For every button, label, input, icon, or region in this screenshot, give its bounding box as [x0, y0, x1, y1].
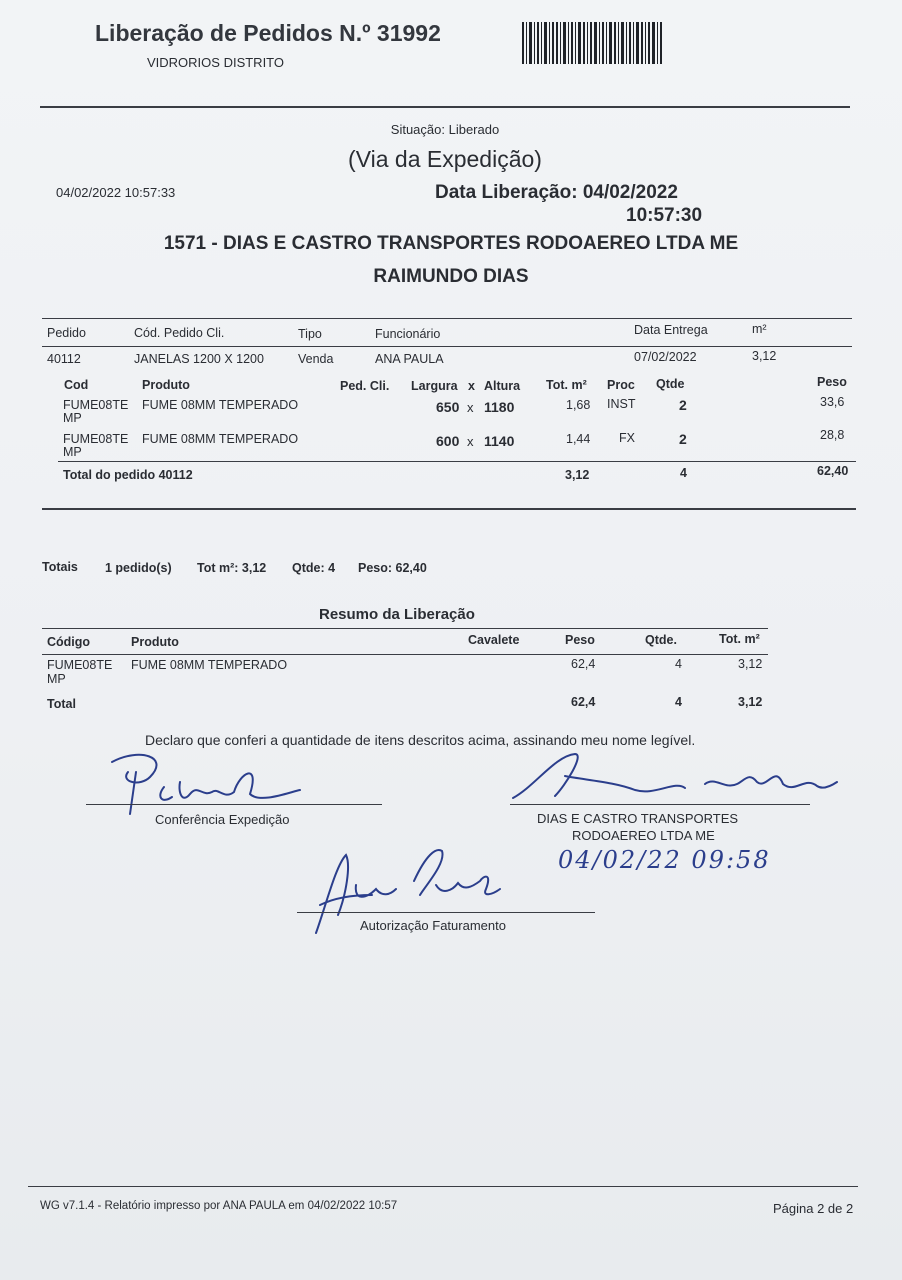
item-1-altura: 1180 — [484, 399, 515, 415]
totals-qtde: Qtde: 4 — [292, 561, 336, 575]
resumo-codigo-line1: FUME08TE — [47, 658, 113, 672]
order-m2: 3,12 — [752, 349, 777, 363]
item-header-x: x — [468, 379, 475, 393]
company-name: VIDRORIOS DISTRITO — [147, 55, 284, 70]
resumo-header-produto: Produto — [131, 635, 179, 649]
item-2-cod-line1: FUME08TE — [63, 432, 129, 446]
order-tipo: Venda — [298, 352, 334, 366]
item-2-tot-m2: 1,44 — [566, 432, 591, 446]
resumo-header-cavalete: Cavalete — [468, 633, 520, 647]
item-header-tot-m2: Tot. m² — [546, 378, 587, 392]
cliente-name-line2: RODOAEREO LTDA ME — [572, 828, 715, 843]
item-1-cod-line1: FUME08TE — [63, 398, 129, 412]
item-header-largura: Largura — [411, 379, 458, 393]
item-1-cod-line2: MP — [63, 411, 82, 425]
totals-pedidos: 1 pedido(s) — [105, 561, 172, 575]
item-1-qtde: 2 — [679, 397, 687, 413]
resumo-produto: FUME 08MM TEMPERADO — [131, 658, 288, 672]
resumo-qtde: 4 — [675, 657, 682, 671]
item-2-proc: FX — [619, 431, 635, 445]
item-2-largura: 600 — [436, 433, 460, 449]
col-header-funcionario: Funcionário — [375, 327, 441, 341]
item-1-x: x — [467, 400, 474, 415]
item-2-peso: 28,8 — [820, 428, 845, 442]
resumo-title: Resumo da Liberação — [319, 606, 475, 623]
footer-page-number: Página 2 de 2 — [773, 1201, 854, 1216]
footer-report: WG v7.1.4 - Relatório impresso por ANA PAULA em 04/02/2022 10:57 — [40, 1200, 398, 1212]
autorizacao-line — [297, 912, 595, 913]
resumo-tot-m2: 3,12 — [738, 657, 763, 671]
release-date: Data Liberação: 04/02/2022 — [435, 182, 678, 203]
order-total-qtde: 4 — [680, 466, 687, 480]
totals-tot-m2: Tot m²: 3,12 — [197, 561, 267, 575]
item-header-produto: Produto — [142, 378, 190, 392]
release-time: 10:57:30 — [626, 205, 703, 226]
cliente-line — [510, 804, 810, 805]
status-situacao: Situação: Liberado — [390, 122, 500, 137]
item-1-largura: 650 — [436, 399, 460, 415]
order-funcionario: ANA PAULA — [375, 352, 444, 366]
item-header-proc: Proc — [607, 378, 635, 392]
footer-divider — [28, 1186, 858, 1187]
col-header-m2: m² — [752, 322, 767, 336]
order-bottom-divider — [42, 508, 856, 510]
order-cod-pedido-cli: JANELAS 1200 X 1200 — [134, 352, 264, 366]
cliente-name-line1: DIAS E CASTRO TRANSPORTES — [537, 811, 739, 826]
item-1-peso: 33,6 — [820, 395, 845, 409]
conferencia-line — [86, 804, 382, 805]
resumo-total-label: Total — [47, 697, 76, 711]
item-2-qtde: 2 — [679, 431, 687, 447]
resumo-total-peso: 62,4 — [571, 695, 596, 709]
order-pedido: 40112 — [47, 352, 81, 366]
order-header-divider — [42, 346, 852, 347]
handwritten-date: 04/02/22 09:58 — [558, 846, 771, 874]
order-total-label: Total do pedido 40112 — [63, 468, 193, 482]
col-header-tipo: Tipo — [298, 327, 322, 341]
barcode-icon — [522, 22, 662, 64]
header-divider — [40, 106, 850, 108]
order-top-divider — [42, 318, 852, 319]
declaration-text: Declaro que conferi a quantidade de itens descritos acima, assinando meu nome legível. — [145, 732, 696, 748]
item-1-produto: FUME 08MM TEMPERADO — [142, 398, 299, 412]
item-header-cod: Cod — [64, 378, 89, 392]
via-label: (Via da Expedição) — [348, 146, 542, 172]
resumo-header-tot-m2: Tot. m² — [719, 632, 760, 646]
order-total-tot-m2: 3,12 — [565, 468, 590, 482]
item-2-altura: 1140 — [484, 433, 515, 449]
resumo-codigo-line2: MP — [47, 672, 66, 686]
col-header-cod-pedido-cli: Cód. Pedido Cli. — [134, 326, 225, 340]
signature-cliente — [505, 746, 845, 808]
order-total-peso: 62,40 — [817, 464, 849, 478]
item-2-x: x — [467, 434, 474, 449]
item-2-produto: FUME 08MM TEMPERADO — [142, 432, 299, 446]
client-contact: RAIMUNDO DIAS — [373, 266, 529, 287]
resumo-header-divider — [42, 654, 768, 655]
item-1-proc: INST — [607, 397, 636, 411]
col-header-pedido: Pedido — [47, 326, 86, 340]
item-2-cod-line2: MP — [63, 445, 82, 459]
client-name: 1571 - DIAS E CASTRO TRANSPORTES RODOAEREO LTDA ME — [163, 233, 739, 254]
printed-timestamp: 04/02/2022 10:57:33 — [56, 185, 176, 200]
item-header-peso: Peso — [817, 375, 847, 389]
order-data-entrega: 07/02/2022 — [634, 350, 697, 364]
totals-peso: Peso: 62,40 — [358, 561, 427, 575]
item-header-qtde: Qtde — [656, 377, 685, 391]
resumo-header-codigo: Código — [47, 635, 91, 649]
signature-conferencia — [100, 742, 320, 822]
col-header-data-entrega: Data Entrega — [634, 323, 708, 337]
item-header-ped-cli: Ped. Cli. — [340, 379, 390, 393]
item-1-tot-m2: 1,68 — [566, 398, 591, 412]
conferencia-label: Conferência Expedição — [155, 812, 290, 827]
resumo-header-peso: Peso — [565, 633, 595, 647]
totals-label: Totais — [42, 560, 78, 574]
resumo-header-qtde: Qtde. — [645, 633, 677, 647]
resumo-peso: 62,4 — [571, 657, 596, 671]
items-total-divider — [58, 461, 856, 462]
page-title: Liberação de Pedidos N.º 31992 — [95, 20, 441, 46]
item-header-altura: Altura — [484, 379, 521, 393]
resumo-total-tot-m2: 3,12 — [738, 695, 763, 709]
resumo-top-divider — [42, 628, 768, 629]
resumo-total-qtde: 4 — [675, 695, 682, 709]
autorizacao-label: Autorização Faturamento — [360, 918, 506, 933]
